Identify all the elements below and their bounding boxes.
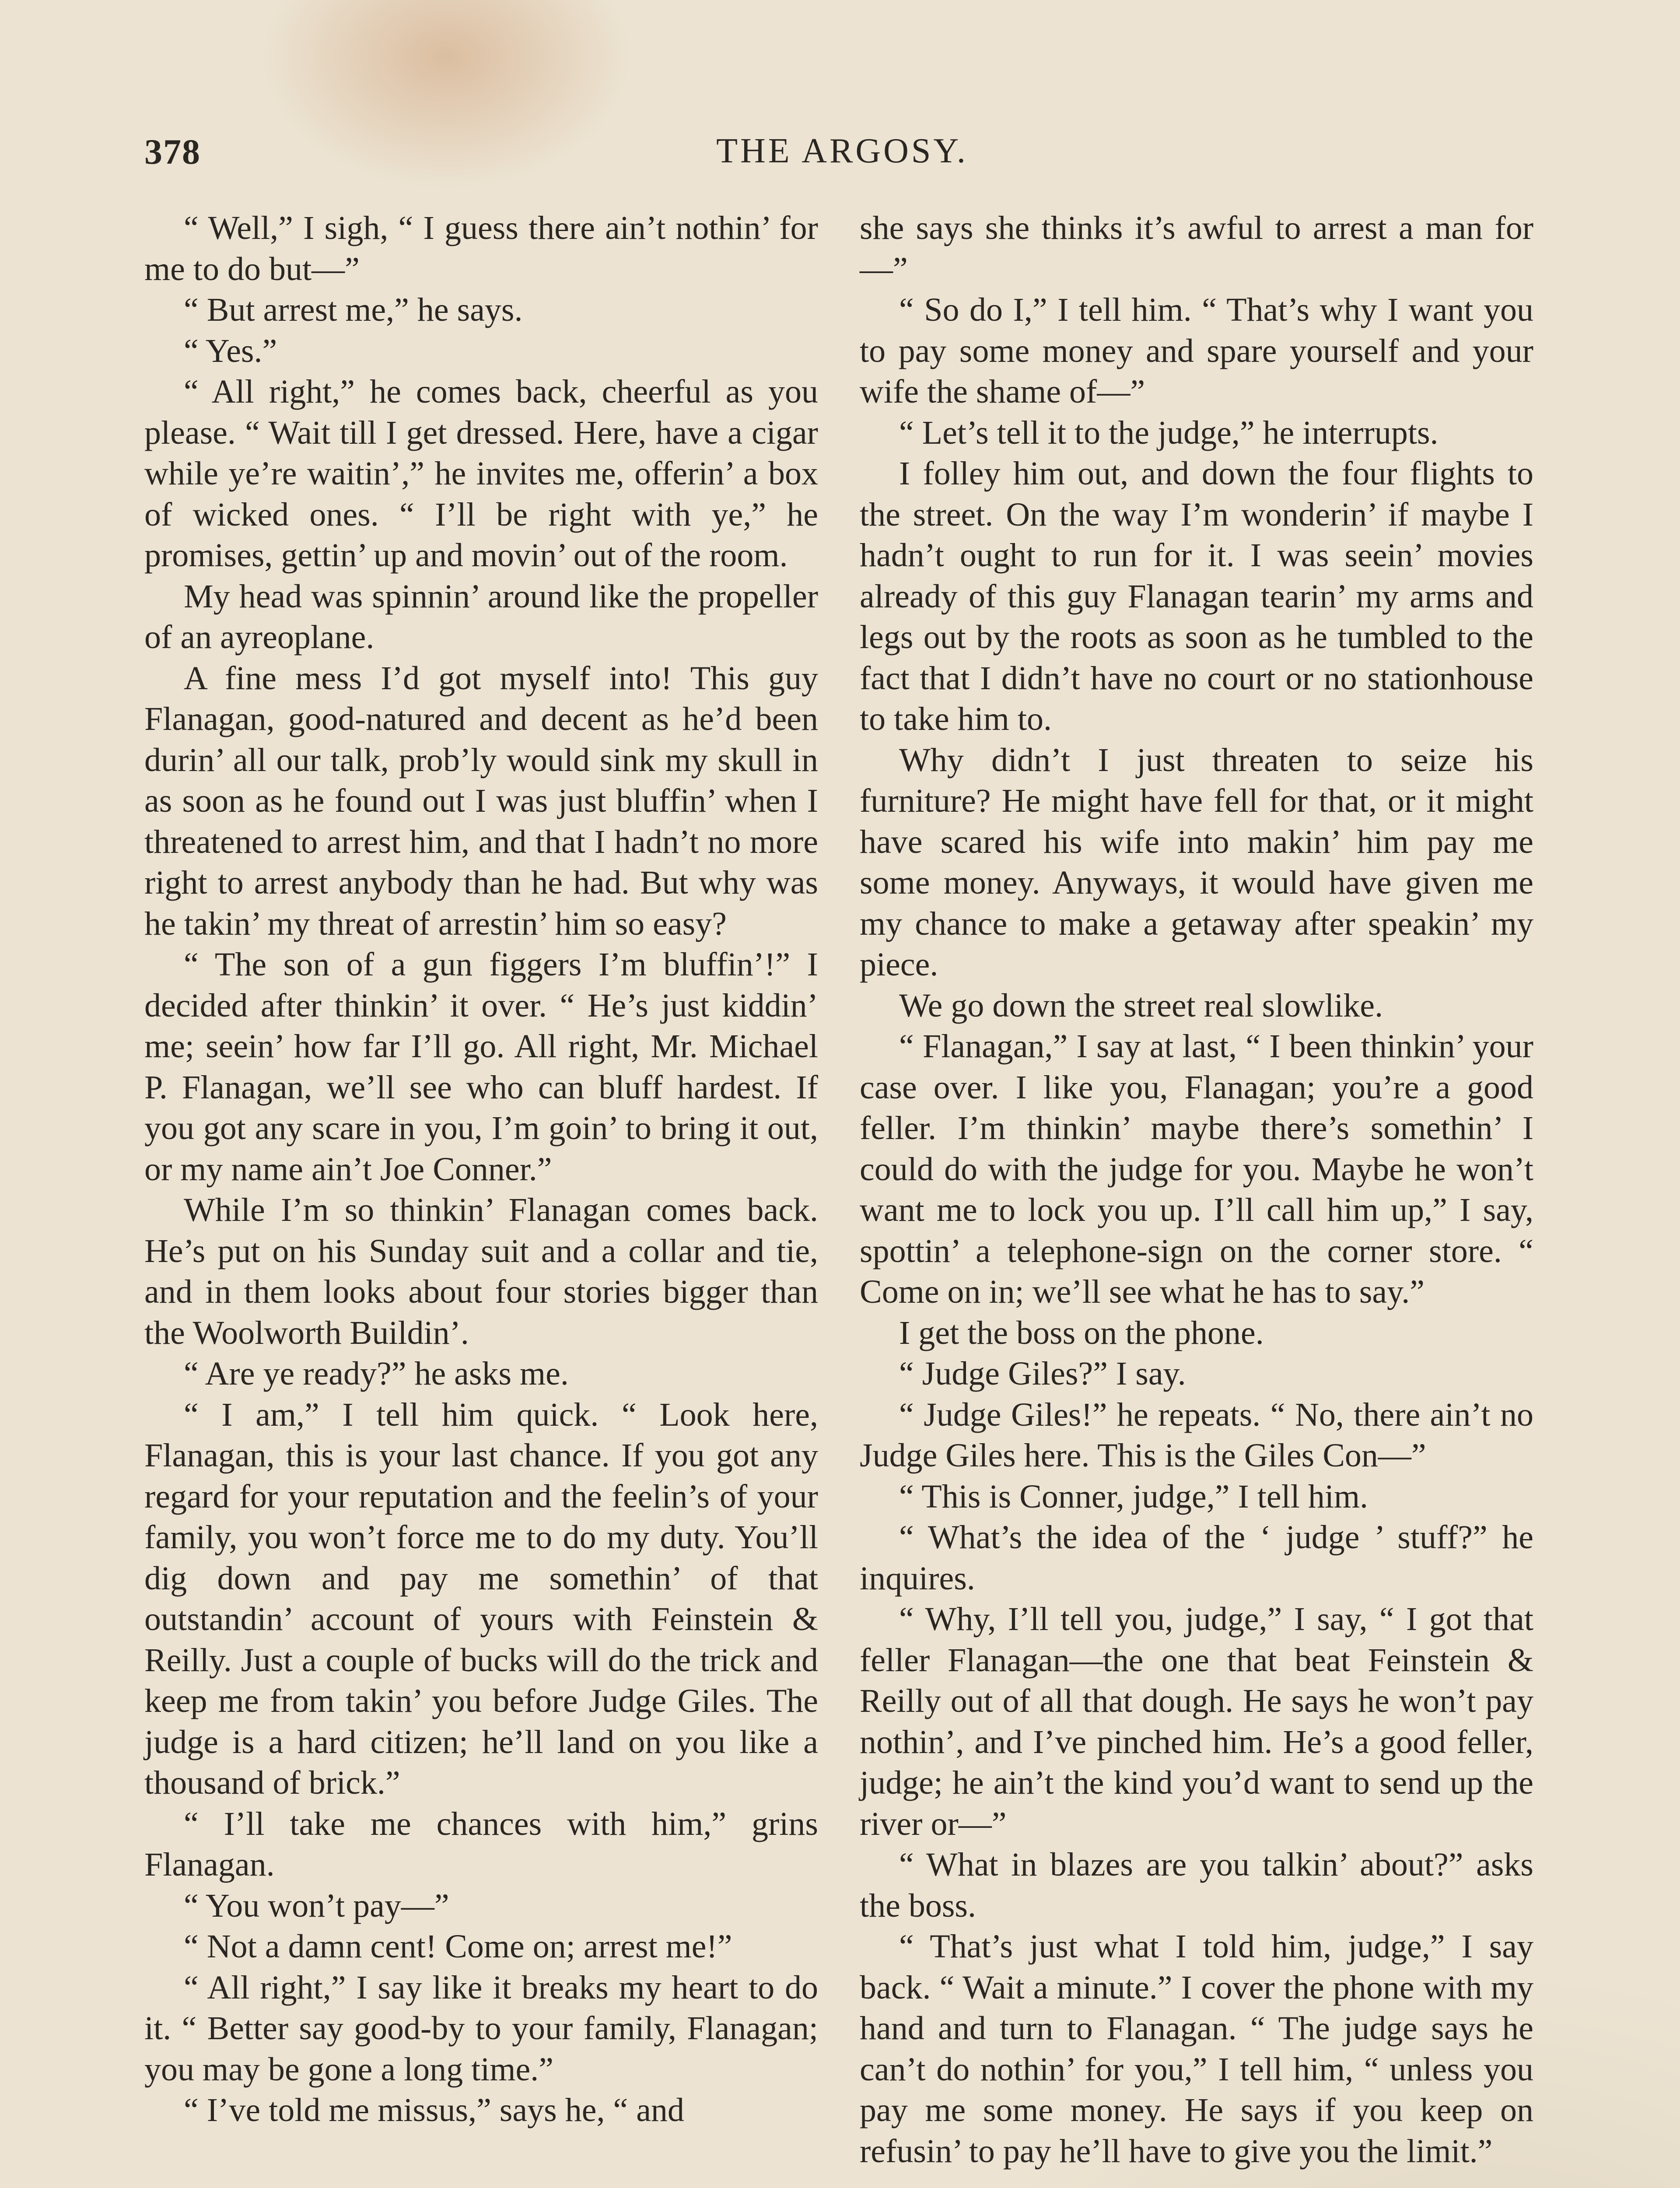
paragraph: “ Are ye ready?” he asks me. (184, 1355, 569, 1392)
running-head (144, 131, 1540, 179)
page-number: 378 (144, 132, 201, 172)
paragraph: “ I’ll take me chances with him,” grins Flanagan. (144, 1805, 818, 1883)
paragraph: “ The son of a gun figgers I’m bluffin’!” I decided after thinkin’ it over. “ He’s just kiddin’ me; seein’ how far I’ll go. All right, Mr. Michael P. Flanagan, we’ll see who can bluff hardest. If you got any scare in you, I’m goin’ to bring it out, or my name ain’t Joe Conner.” (144, 946, 818, 1188)
paragraph: “ All right,” he comes back, cheerful as you please. “ Wait till I get dressed. Here, have a cigar while ye’re waitin’,” he invites me, offerin’ a box of wicked ones. “ I’ll be right with ye,” he promises, gettin’ up and movin’ out of the room. (144, 373, 818, 574)
paragraph: “ Not a damn cent! Come on; arrest me!” (184, 1928, 732, 1965)
paragraph: “ All right,” I say like it breaks my heart to do it. “ Better say good-by to your family, Flanagan; you may be gone a long time.” (144, 1969, 818, 2088)
paragraph: “ So do I,” I tell him. “ That’s why I want you to pay some money and spare yourself and your wife the shame of—” (860, 291, 1533, 410)
paragraph: “ That’s just what I told him, judge,” I say back. “ Wait a minute.” I cover the phone with my hand and turn to Flanagan. “ The judge says he can’t do nothin’ for you,” I tell him, “ unless you pay me some money. He says if you keep on refusin’ to pay he’ll have to give you the limit.” (860, 1928, 1533, 2170)
paragraph: “ I am,” I tell him quick. “ Look here, Flanagan, this is your last chance. If you got any regard for your reputation and the feelin’s of your family, you won’t force me to do my duty. You’ll dig down and pay me somethin’ of that outstandin’ account of yours with Feinstein & Reilly. Just a couple of bucks will do the trick and keep me from takin’ you before Judge Giles. The judge is a hard citizen; he’ll land on you like a thousand of brick.” (144, 1396, 818, 1801)
paragraph: While I’m so thinkin’ Flanagan comes back. He’s put on his Sunday suit and a collar and tie, and in them looks about four stories bigger than the Woolworth Buildin’. (144, 1192, 818, 1351)
paragraph: “ Judge Giles?” I say. (899, 1355, 1186, 1392)
paragraph: “ Flanagan,” I say at last, “ I been thinkin’ your case over. I like you, Flanagan; you’re a good feller. I’m thinkin’ maybe there’s somethin’ I could do with the judge for you. Maybe he won’t want me to lock you up. I’ll call him up,” I say, spottin’ a telephone-sign on the corner store. “ Come on in; we’ll see what he has to say.” (860, 1028, 1533, 1310)
right-column (860, 208, 1533, 2172)
paragraph: “ Why, I’ll tell you, judge,” I say, “ I got that feller Flanagan—the one that beat Feinstein & Reilly out of all that dough. He says he won’t pay nothin’, and I’ve pinched him. He’s a good feller, judge; he ain’t the kind you’d want to send up the river or—” (860, 1601, 1533, 1842)
paragraph: A fine mess I’d got myself into! This guy Flanagan, good-natured and decent as he’d been durin’ all our talk, prob’ly would sink my skull in as soon as he found out I was just bluffin’ when I threatened to arrest him, and that I hadn’t no more right to arrest anybody than he had. But why was he takin’ my threat of arrestin’ him so easy? (144, 659, 818, 942)
running-title: THE ARGOSY. (716, 132, 968, 170)
paragraph: “ What’s the idea of the ‘ judge ’ stuff?” he inquires. (860, 1519, 1533, 1597)
paragraph: “ This is Conner, judge,” I tell him. (899, 1478, 1368, 1515)
paragraph: I get the boss on the phone. (899, 1314, 1264, 1351)
paragraph: I folley him out, and down the four flights to the street. On the way I’m wonderin’ if maybe I hadn’t ought to run for it. I was seein’ movies already of this guy Flanagan tearin’ my arms and legs out by the roots as soon as he tumbled to the fact that I didn’t have no court or no stationhouse to take him to. (860, 455, 1533, 737)
paragraph: We go down the street real slowlike. (899, 987, 1383, 1024)
paragraph: “ You won’t pay—” (184, 1887, 449, 1924)
paragraph: “ But arrest me,” he says. (184, 291, 523, 328)
paragraph-continued: she says she thinks it’s awful to arrest a man for—” (860, 210, 1533, 288)
paragraph: “ Well,” I sigh, “ I guess there ain’t nothin’ for me to do but—” (144, 210, 818, 288)
paragraph: My head was spinnin’ around like the propeller of an ayreoplane. (144, 578, 818, 656)
paragraph: “ What in blazes are you talkin’ about?” asks the boss. (860, 1846, 1533, 1924)
paragraph: Why didn’t I just threaten to seize his furniture? He might have fell for that, or it might have scared his wife into makin’ him pay me some money. Anyways, it would have given me my chance to make a getaway after speakin’ my piece. (860, 741, 1533, 983)
paragraph: “ Judge Giles!” he repeats. “ No, there ain’t no Judge Giles here. This is the Giles Con—” (860, 1396, 1533, 1474)
left-column (144, 208, 818, 2131)
paragraph: “ Let’s tell it to the judge,” he interrupts. (899, 414, 1438, 451)
paragraph: “ Yes.” (184, 332, 277, 369)
paragraph: “ I’ve told me missus,” says he, “ and (184, 2092, 684, 2128)
